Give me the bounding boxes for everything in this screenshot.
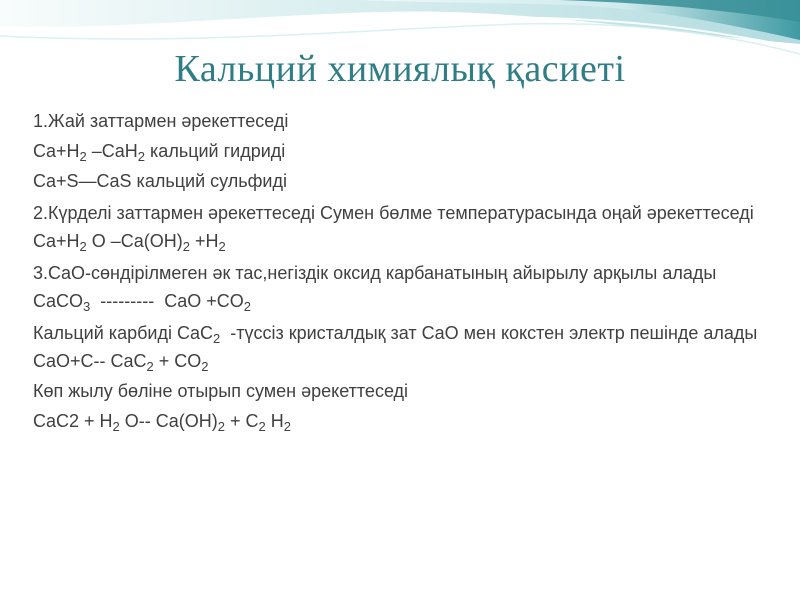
text-segment: + C: [225, 411, 259, 431]
subscript: 2: [283, 419, 291, 434]
text-line: [33, 260, 773, 286]
text-line: [33, 320, 773, 346]
subscript: 2: [258, 419, 266, 434]
text-segment: CaCO: [33, 291, 84, 311]
text-segment: Көп жылу бөліне отырып сумен әрекеттеседі: [33, 381, 409, 401]
text-segment: Ca+H: [33, 231, 80, 251]
subscript: 2: [243, 299, 251, 314]
text-line: [33, 106, 773, 136]
text-segment: --------- CaO +CO: [90, 291, 244, 311]
text-segment: кальций гидриді: [145, 141, 286, 161]
text-segment: + CO: [153, 351, 202, 371]
text-line: [33, 376, 773, 406]
text-segment: 1.Жай заттармен әрекеттеседі: [33, 111, 289, 131]
text-segment: –CaH: [86, 141, 138, 161]
text-segment: +H: [190, 231, 219, 251]
subscript: 2: [182, 239, 191, 254]
text-line: [33, 200, 773, 226]
subscript: 3: [83, 299, 91, 314]
text-segment: 3.CaO-сөндірілмеген әк тас,негіздік оксид карбанатының айырылу арқылы алады: [33, 263, 717, 283]
text-line: [33, 136, 773, 166]
subscript: 2: [79, 149, 87, 164]
subscript: 2: [201, 359, 209, 374]
text-segment: CaC2 + H: [33, 411, 113, 431]
text-line: [33, 226, 773, 256]
text-segment: CaO+C-- CaC: [33, 351, 147, 371]
subscript: 2: [137, 149, 146, 164]
subscript: 2: [79, 239, 87, 254]
text-segment: -түссіз кристалдық зат CaO мен кокстен электр пешінде алады: [220, 323, 758, 343]
subscript: 2: [217, 419, 226, 434]
text-line: [33, 166, 773, 196]
text-segment: O –Ca(OH): [86, 231, 183, 251]
text-segment: Кальций карбиді CaC: [33, 323, 213, 343]
subscript: 2: [212, 331, 221, 346]
text-segment: H: [265, 411, 284, 431]
slide-body: [33, 106, 773, 436]
text-line: [33, 346, 773, 376]
text-line: [33, 406, 773, 436]
text-segment: Ca+H: [33, 141, 80, 161]
text-line: [33, 286, 773, 316]
text-segment: O-- Ca(OH): [119, 411, 218, 431]
subscript: 2: [112, 419, 120, 434]
text-segment: 2.Күрделі заттармен әрекеттеседі Сумен бөлме температурасында оңай әрекеттеседі: [33, 203, 754, 223]
subscript: 2: [146, 359, 154, 374]
subscript: 2: [218, 239, 226, 254]
text-segment: Ca+S—CaS кальций сульфиді: [33, 171, 287, 191]
slide-title: Кальций химиялық қасиеті: [174, 48, 626, 90]
